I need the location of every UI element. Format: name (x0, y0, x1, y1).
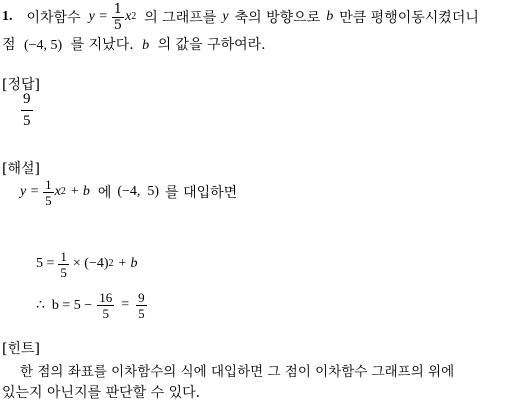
hint-line-2: 있는지 아닌지를 판단할 수 있다. (2, 385, 201, 401)
equation-equals: = (121, 297, 130, 312)
answer-value (20, 92, 34, 129)
equation-term: × (−4) (72, 256, 109, 271)
fraction-denominator: 5 (60, 264, 67, 280)
hint-line-1: 한 점의 좌표를 이차함수의 식에 대입하면 그 점이 이차함수 그래프의 위에 (20, 364, 455, 380)
solution-equation-1: 5 = $\frac{1}{5}$ × (−4) 2 + b (36, 248, 138, 280)
problem-number: 1. (2, 9, 13, 24)
fraction-numerator: 1 (60, 248, 67, 264)
answer-label: [정답] (2, 77, 40, 93)
fraction-denominator: 5 (23, 113, 31, 129)
math-y: y (222, 9, 229, 24)
hint-label: [힌트] (2, 341, 40, 357)
solution-text: 를 대입하면 (165, 185, 238, 201)
fraction-one-fifth (43, 178, 54, 207)
problem-line-1: 1. 이차함수 y = $\frac{1}{5}$ x 2 의 그래프를 y 축의 방향으로 b 만큼 평행이동시켰더니 (2, 1, 479, 33)
solution-label: [해설] (2, 161, 40, 177)
fraction-denominator: 5 (113, 17, 123, 33)
equation-term: + b (117, 256, 138, 271)
equation-therefore: ∴ b = 5 − (36, 297, 93, 313)
fraction-denominator: 5 (138, 305, 145, 321)
fraction-sixteen-fifths (97, 291, 114, 320)
problem-text: 이차함수 (26, 10, 81, 26)
answer-fraction (21, 92, 33, 129)
math-b: b (142, 38, 150, 53)
math-point: (−4, 5) (117, 184, 160, 199)
math-plus-b: + b (69, 184, 90, 199)
math-x: x (125, 9, 132, 24)
math-y: y = (88, 9, 108, 24)
problem-text: 의 값을 구하여라. (157, 37, 266, 53)
fraction-denominator: 5 (102, 305, 109, 321)
problem-text: 축의 방향으로 (234, 10, 321, 26)
math-x: x (54, 184, 61, 199)
fraction-numerator: 16 (99, 289, 113, 305)
fraction-one-fifth (112, 3, 124, 32)
problem-text: 를 지났다. (70, 37, 134, 53)
fraction-numerator: 9 (23, 91, 31, 107)
problem-text: 의 그래프를 (144, 10, 217, 26)
fraction-numerator: 1 (45, 176, 52, 192)
fraction-denominator: 5 (45, 192, 52, 208)
problem-line-2 (2, 34, 266, 54)
fraction-nine-fifths (136, 291, 147, 320)
math-point: (−4, 5) (23, 38, 63, 53)
math-y: y = (20, 184, 40, 199)
problem-text: 만큼 평행이동시켰더니 (339, 10, 479, 26)
fraction-numerator: 1 (113, 1, 123, 17)
equation-lhs: 5 = (36, 256, 55, 271)
math-b: b (326, 9, 334, 24)
fraction-one-fifth (58, 250, 69, 279)
solution-text: 에 (97, 185, 112, 201)
solution-equation-2 (36, 286, 148, 324)
fraction-numerator: 9 (138, 289, 145, 305)
problem-text: 점 (2, 37, 16, 53)
solution-line-1: y = $\frac{1}{5}$ x 2 + b 에 (−4, 5) 를 대입하면 (20, 176, 238, 208)
